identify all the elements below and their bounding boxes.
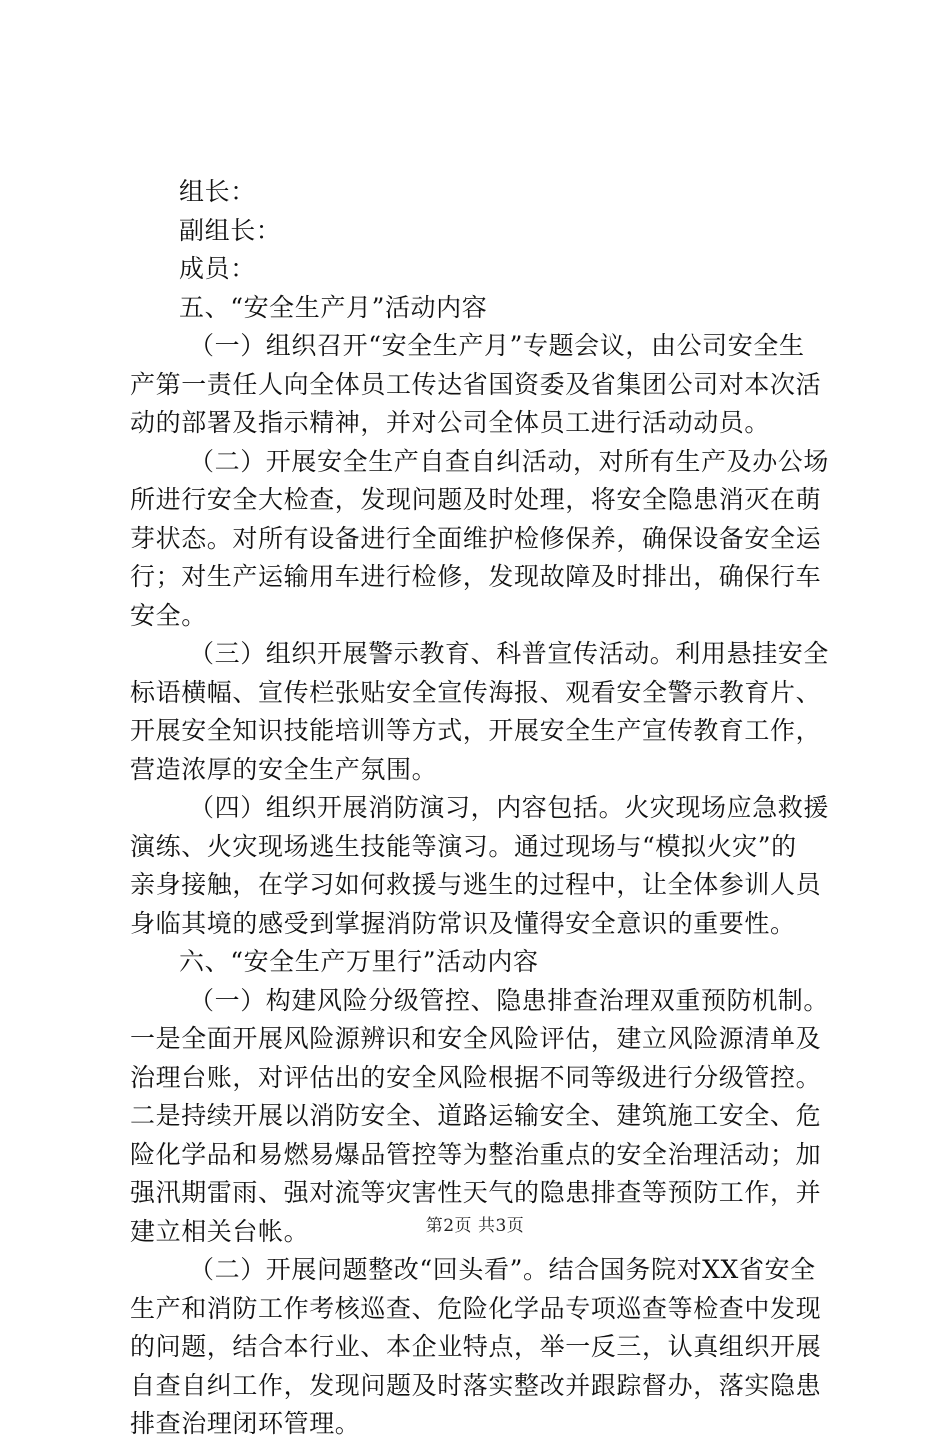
text-line: 强汛期雷雨、强对流等灾害性天气的隐患排查等预防工作，并 — [130, 1178, 822, 1207]
text-line: 二是持续开展以消防安全、道路运输安全、建筑施工安全、危 — [130, 1101, 822, 1130]
text-line: 副组长： — [179, 215, 282, 245]
text-line: 芽状态。对所有设备进行全面维护检修保养，确保设备安全运 — [130, 523, 822, 553]
text-line: 排查治理闭环管理。 — [130, 1409, 361, 1438]
text-line: 成员： — [179, 254, 256, 283]
text-line: （三）组织开展警示教育、科普宣传活动。利用悬挂安全 — [189, 639, 830, 668]
text-line: 营造浓厚的安全生产氛围。 — [130, 754, 438, 784]
text-line: 亲身接触，在学习如何救援与逃生的过程中，让全体参训人员 — [130, 870, 822, 899]
text-line: 所进行安全大检查，发现问题及时处理，将安全隐患消灭在萌 — [130, 485, 822, 514]
text-line: 治理台账，对评估出的安全风险根据不同等级进行分级管控。 — [130, 1062, 822, 1092]
text-line: 五、“安全生产月”活动内容 — [179, 292, 488, 322]
text-line: 安全。 — [130, 600, 207, 630]
text-line: 组长： — [179, 177, 256, 206]
text-line: 险化学品和易燃易爆品管控等为整治重点的安全治理活动；加 — [130, 1139, 822, 1169]
text-line: 一是全面开展风险源辨识和安全风险评估，建立风险源清单及 — [130, 1024, 822, 1053]
text-line: 生产和消防工作考核巡查、危险化学品专项巡查等检查中发现 — [130, 1293, 822, 1323]
text-line: 建立相关台帐。 — [130, 1216, 310, 1246]
page-footer: 第2页 共3页 — [425, 1216, 525, 1236]
text-line: 的问题，结合本行业、本企业特点，举一反三，认真组织开展 — [130, 1332, 822, 1361]
text-line: 六、“安全生产万里行”活动内容 — [179, 947, 539, 976]
text-line: （四）组织开展消防演习，内容包括。火灾现场应急救援 — [189, 793, 830, 822]
text-line: （一）构建风险分级管控、隐患排查治理双重预防机制。 — [189, 985, 830, 1015]
text-line: 产第一责任人向全体员工传达省国资委及省集团公司对本次活 — [130, 369, 822, 399]
text-line: （二）开展问题整改“回头看”。结合国务院对XX省安全 — [189, 1255, 816, 1284]
text-line: 行；对生产运输用车进行检修，发现故障及时排出，确保行车 — [130, 562, 822, 591]
text-line: 演练、火灾现场逃生技能等演习。通过现场与“模拟火灾”的 — [130, 831, 797, 861]
text-line: （二）开展安全生产自查自纠活动，对所有生产及办公场 — [189, 446, 830, 476]
document-body — [130, 173, 830, 1444]
text-line: 身临其境的感受到掌握消防常识及懂得安全意识的重要性。 — [130, 908, 796, 938]
text-line: 动的部署及指示精神，并对公司全体员工进行活动动员。 — [130, 408, 771, 437]
text-line: 标语横幅、宣传栏张贴安全宣传海报、观看安全警示教育片、 — [130, 677, 822, 707]
text-line: 自查自纠工作，发现问题及时落实整改并跟踪督办，落实隐患 — [130, 1370, 822, 1400]
text-line: 开展安全知识技能培训等方式，开展安全生产宣传教育工作， — [130, 716, 822, 745]
text-line: （一）组织召开“安全生产月”专题会议，由公司安全生 — [189, 331, 805, 360]
